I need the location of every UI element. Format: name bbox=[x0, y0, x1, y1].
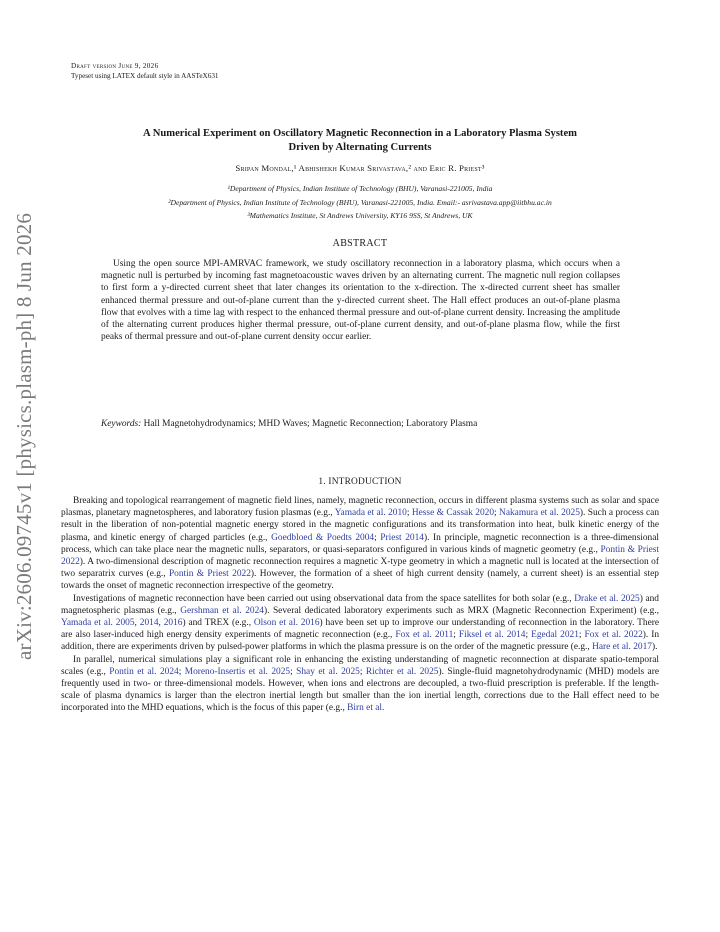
paragraph-text: ). Such a process can result in the liberation of non-potential magnetic energy stored in the magnetic configurations and its transformation into heat, bulk kinetic energy of the plasma, and kinetic energy of charged particles (e.g., bbox=[61, 508, 660, 543]
paragraph-text: ). Several dedicated laboratory experiments such as MRX (Magnetic Reconnection Experiment) (e.g., bbox=[263, 605, 660, 616]
paragraph-text: ). In addition, there are experiments driven by pulsed-power platforms in which the plasma pressure is on the order of the magnetic pressure (e.g., bbox=[61, 630, 660, 653]
paper-title bbox=[62, 127, 658, 155]
paragraph-text: , bbox=[158, 618, 164, 629]
section-heading: 1. INTRODUCTION bbox=[318, 477, 402, 487]
paragraph-text: In parallel, numerical simulations play a significant role in enhancing the existing understanding of magnetic reconnection at disparate spatio-temporal scales (e.g., bbox=[61, 654, 659, 677]
citation-link[interactable]: 2014 bbox=[139, 618, 159, 629]
citation-link[interactable]: Fiksel et al. 2014 bbox=[458, 630, 526, 641]
author-list: Sripan Mondal,¹ Abhishekh Kumar Srivastava,² and Eric R. Priest³ bbox=[235, 163, 485, 173]
paragraph-text: ) have been set up to improve our understanding of reconnection in the laboratory. There are also laser-induced high energy density experiments of magnetic reconnection (e.g., bbox=[61, 618, 660, 641]
keywords bbox=[101, 419, 641, 429]
typeset-note: Typeset using LATEX default style in AASTeX631 bbox=[71, 72, 219, 80]
title-line-1: A Numerical Experiment on Oscillatory Magnetic Reconnection in a Laboratory Plasma System bbox=[143, 128, 577, 139]
citation-link[interactable]: Hare et al. 2017 bbox=[592, 642, 652, 653]
paragraph-text: ; bbox=[406, 508, 412, 519]
arxiv-identifier: arXiv:2606.09745v1 [physics.plasm-ph] 8 Jun 2026 bbox=[12, 212, 36, 660]
paragraph-text: ; bbox=[453, 630, 459, 641]
citation-link[interactable]: Goedbloed & Poedts 2004 bbox=[271, 532, 375, 543]
paragraph-text: ). bbox=[651, 642, 658, 653]
abstract-heading: ABSTRACT bbox=[332, 238, 388, 249]
paragraph-text: Breaking and topological rearrangement of magnetic field lines, namely, magnetic reconnection, occurs in different plasma systems such as solar and space plasmas, planetary magnetospheres, and laboratory fusion plasmas (e.g., bbox=[61, 496, 659, 519]
paragraph-text: ; bbox=[178, 666, 185, 677]
keywords-label: Keywords: bbox=[101, 419, 142, 429]
citation-link[interactable]: Yamada et al. 2005 bbox=[61, 618, 135, 629]
title-line-2: Driven by Alternating Currents bbox=[288, 142, 432, 153]
citation-link[interactable]: Priest 2014 bbox=[380, 532, 424, 543]
paragraph-text: ; bbox=[494, 508, 500, 519]
abstract-text: Using the open source MPI-AMRVAC framework, we study oscillatory reconnection in a laboratory plasma, which occurs when a magnetic null is perturbed by incoming fast magnetoacoustic waves driven by an alternating current. The magnetic null region collapses to first form a y-directed current sheet that later changes its orientation to the x-direction. The x-directed current sheet has smaller enhanced thermal pressure and out-of-plane current than the y-directed current sheet. The Hall effect produces an out-of-plane plasma flow that evolves with a time lag with respect to the enhanced thermal pressure and out-of-plane current density. Increasing the amplitude of the alternating current produces higher thermal pressure, out-of-plane current density, and out-of-plane plasma flow, while the first peaks of thermal pressure and out-of-plane current density occur earlier. bbox=[101, 259, 620, 343]
page-header bbox=[71, 61, 219, 81]
citation-link[interactable]: Olson et al. 2016 bbox=[253, 618, 320, 629]
paragraph bbox=[61, 593, 659, 654]
draft-version: Draft version June 9, 2026 bbox=[71, 62, 159, 70]
paragraph-text: ). However, the formation of a sheet of high current density (namely, a current sheet) is an essential step towards the onset of magnetic reconnection irrespective of the geometry. bbox=[61, 569, 659, 592]
citation-link[interactable]: Egedal 2021 bbox=[531, 630, 579, 641]
affiliation-3: ³Mathematics Institute, St Andrews University, KY16 9SS, St Andrews, UK bbox=[247, 211, 473, 220]
paragraph-text: ). A two-dimensional description of magnetic reconnection requires a magnetic X-type geometry in which a magnetic null is located at the intersection of two separatrix curves (e.g., bbox=[61, 557, 659, 580]
affiliation-1: ¹Department of Physics, Indian Institute of Technology (BHU), Varanasi-221005, India bbox=[227, 184, 493, 193]
paragraph-text: , bbox=[134, 618, 140, 629]
paragraph-text: ; bbox=[525, 630, 532, 641]
affiliation-2: ²Department of Physics, Indian Institute of Technology (BHU), Varanasi-221005, India. Email:- asrivastava.app@iitbhu.ac.in bbox=[168, 198, 552, 207]
paragraph bbox=[61, 495, 659, 593]
citation-link[interactable]: Pontin & Priest 2022 bbox=[61, 544, 659, 568]
paragraph-text: ; bbox=[374, 532, 381, 543]
citation-link[interactable]: Yamada et al. 2010 bbox=[334, 508, 407, 519]
paragraph-text: ). In principle, magnetic reconnection is a three-dimensional process, which can take place near the magnetic nulls, separators, or quasi-separators configured in various kinds of magnetic geometry (e.g., bbox=[61, 532, 659, 555]
citation-link[interactable]: Fox et al. 2011 bbox=[395, 630, 454, 641]
paragraph-text: ; bbox=[359, 666, 366, 677]
paragraph-text: ; bbox=[290, 666, 297, 677]
paragraph-text: ) and TREX (e.g., bbox=[182, 618, 254, 629]
citation-link[interactable]: Pontin et al. 2024 bbox=[109, 666, 179, 677]
citation-link[interactable]: Pontin & Priest 2022 bbox=[168, 569, 251, 580]
citation-link[interactable]: Moreno-Insertis et al. 2025 bbox=[184, 666, 291, 677]
citation-link[interactable]: Richter et al. 2025 bbox=[365, 666, 439, 677]
paragraph-text: ) and magnetospheric plasmas (e.g., bbox=[61, 593, 659, 616]
citation-link[interactable]: Shay et al. 2025 bbox=[296, 666, 360, 677]
citation-link[interactable]: 2016 bbox=[163, 618, 183, 629]
citation-link[interactable]: Birn et al. bbox=[347, 703, 385, 714]
keywords-list: Hall Magnetohydrodynamics; MHD Waves; Magnetic Reconnection; Laboratory Plasma bbox=[143, 419, 478, 429]
citation-link[interactable]: Hesse & Cassak 2020 bbox=[411, 508, 495, 519]
paragraph-text: ). Single-fluid magnetohydrodynamic (MHD) models are frequently used in two- or three-dimensional models. However, when ions and electrons are decoupled, a two-fluid prescription is preferable. If the length-scale of plasma dynamics is larger than the electron inertial length but smaller than the ion inertial length, corrections due to the Hall effect need to be incorporated into the MHD equations, which is the focus of this paper (e.g., bbox=[61, 666, 659, 714]
paragraph-text: ; bbox=[578, 630, 585, 641]
citation-link[interactable]: Drake et al. 2025 bbox=[574, 593, 640, 604]
citation-link[interactable]: Fox et al. 2022 bbox=[584, 630, 643, 641]
introduction-body bbox=[61, 495, 659, 715]
citation-link[interactable]: Gershman et al. 2024 bbox=[180, 605, 264, 616]
paragraph bbox=[61, 654, 659, 715]
citation-link[interactable]: Nakamura et al. 2025 bbox=[499, 508, 580, 519]
paragraph-text: Investigations of magnetic reconnection have been carried out using observational data from the space satellites for both solar (e.g., bbox=[73, 593, 575, 604]
